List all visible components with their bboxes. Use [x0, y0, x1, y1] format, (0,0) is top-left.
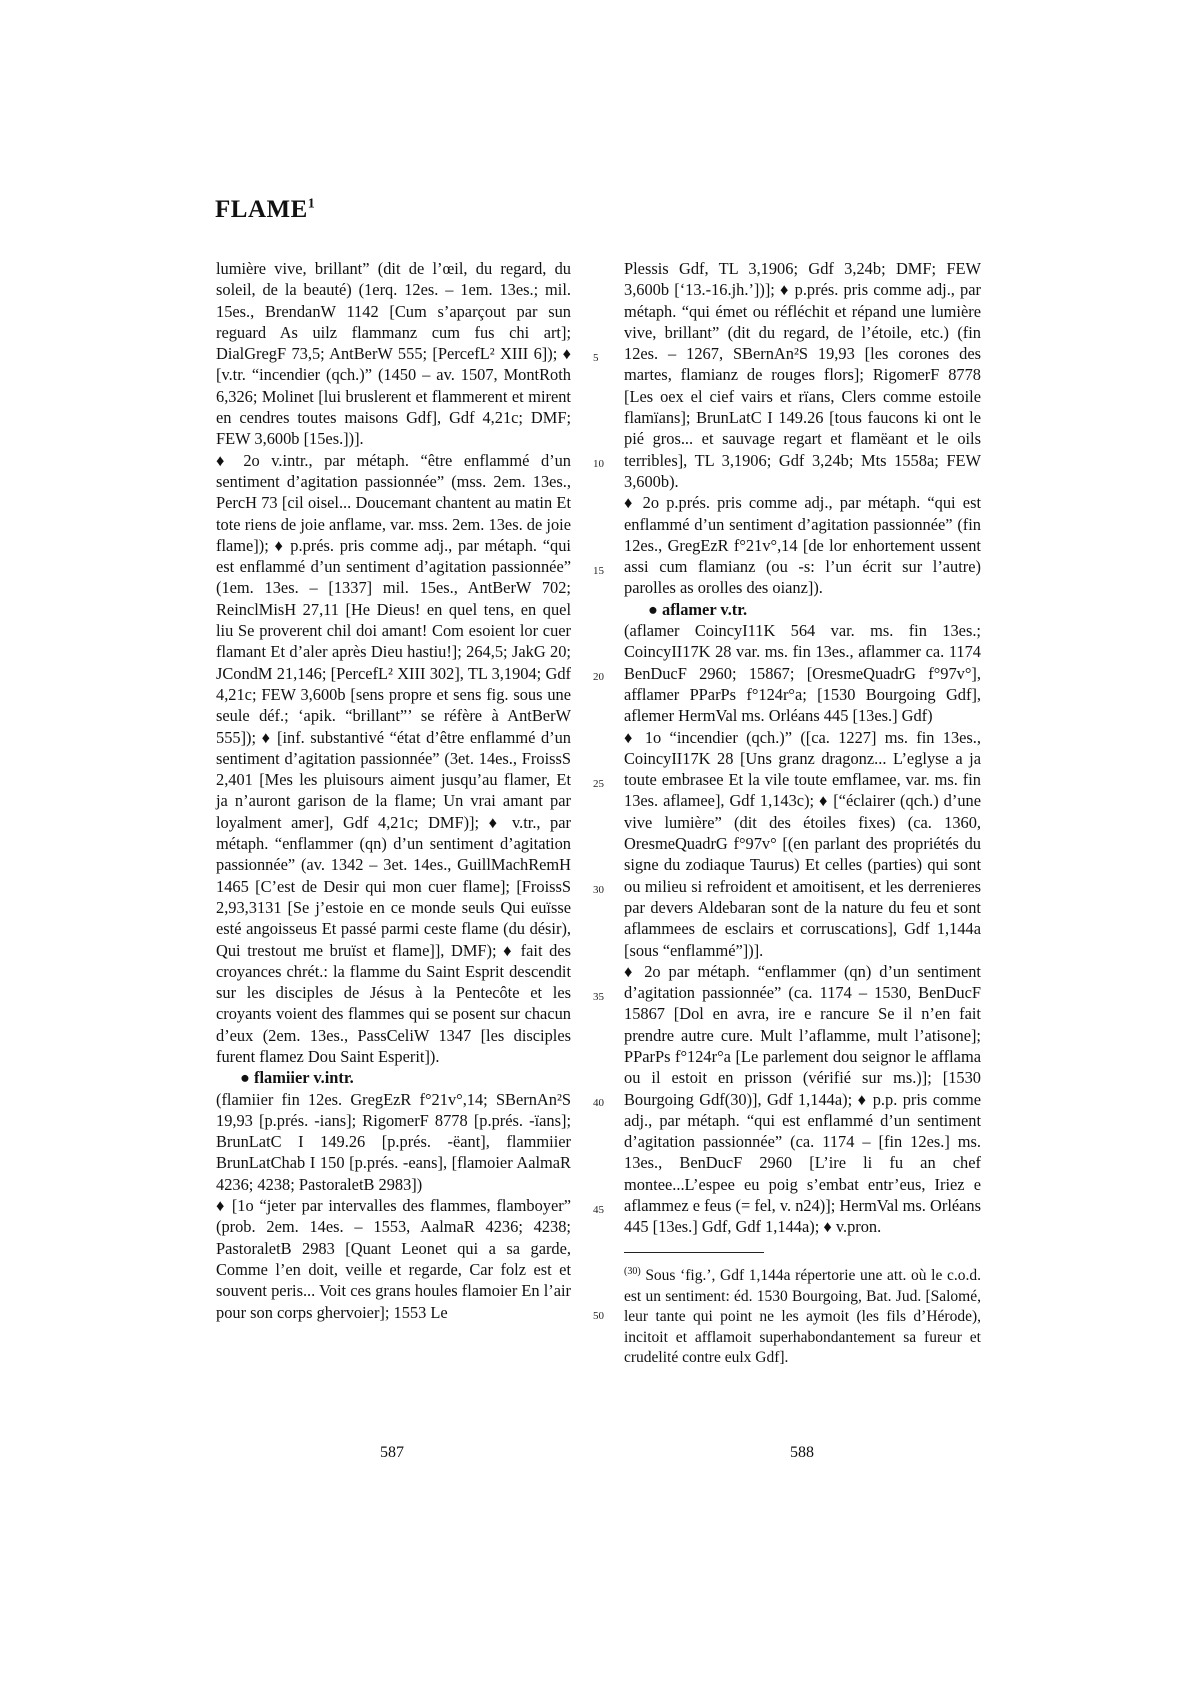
footnote-rule [624, 1252, 764, 1253]
left-column [216, 258, 571, 1323]
left-subentry-heading: ● flamiier v.intr. [240, 1068, 354, 1088]
footnote-text: Sous ‘fig.’, Gdf 1,144a répertorie une att. où le c.o.d. est un sentiment: éd. 1530 Bourgoing, Bat. Jud. [Salomé, leur tante qui point ne les aymoit (les fils d’Hérode), incitoit et afflamoit superhabondantement sa fureur et crudelité contre eulx Gdf]. [624, 1267, 981, 1367]
right-column [624, 258, 981, 1238]
right-para-3: (aflamer CoincyI11K 564 var. ms. fin 13es.; CoincyII17K 28 var. ms. fin 13es., aflammer ca. 1174 BenDucF 2960; 15867; [OresmeQuadrG f°97v°], afflamer PParPs f°124r°a; [1530 Bourgoing Gdf], aflemer HermVal ms. Orléans 445 [13es.] Gdf) [624, 621, 981, 726]
line-number: 5 [593, 352, 599, 364]
line-number: 30 [593, 884, 604, 896]
left-para-1: lumière vive, brillant” (dit de l’œil, du regard, du soleil, de la beauté) (1erq. 12es. – 1em. 13es.; mil. 15es., BrendanW 1142 [Cum s’aparçout par sun reguard As uilz flammanz cum fus chi art]; DialGregF 73,5; AntBerW 555; [PercefL² XIII 6]); ♦ [v.tr. “incendier (qch.)” (1450 – av. 1507, MontRoth 6,326; Molinet [lui bruslerent et flammerent et mirent en cendres toutes maisons Gdf], Gdf 4,21c; DMF; FEW 3,600b [15es.])]. [216, 259, 571, 449]
line-number: 25 [593, 778, 604, 790]
entry-title: FLAME [215, 196, 308, 223]
line-number: 50 [593, 1310, 604, 1322]
line-number: 35 [593, 991, 604, 1003]
right-para-5: ♦ 2o par métaph. “enflammer (qn) d’un sentiment d’agitation passionnée” (ca. 1174 – 1530, BenDucF 15867 [Dol en avra, ire e rancure Se il n’en fait prendre autre cure. Mult l’aflamme, mult l’atisone]; PParPs f°124r°a [Le parlement dou seignor le afflama ou il estoit en prisson (vérifié sur ms.)]; [1530 Bourgoing Gdf(30)], Gdf 1,144a); ♦ p.p. pris comme adj., par métaph. “qui est enflammé d’un sentiment d’agitation passionnée” (ca. 1174 – [fin 12es.] ms. 13es., BenDucF 2960 [L’ire li fu an chef montee...L’espee eu poig s’embat entr’eus, Iriez e aflammez e feus (= fel, v. n24)]; HermVal ms. Orléans 445 [13es.] Gdf, Gdf 1,144a); ♦ v.pron. [624, 961, 981, 1237]
line-number: 45 [593, 1204, 604, 1216]
right-para-4: ♦ 1o “incendier (qch.)” ([ca. 1227] ms. fin 13es., CoincyII17K 28 [Uns granz dragonz... L’eglyse a ja toute embrasee Et la vile toute emflamee, var. ms. fin 13es. aflamee], Gdf 1,143c); ♦ [“éclairer (qch.) d’une vive lumière” (dit des étoiles fixes) (ca. 1360, OresmeQuadrG f°97v° [(en parlant des propriétés du signe du zodiaque Taurus) Et celles (parties) qui sont ou milieu si refroident et amoitisent, et les derrenieres par devers Aldebaran sont de la nature du feu et sont aflammees de esclairs et corruscations], Gdf 1,144a [sous “enflammé”])]. [624, 727, 981, 960]
right-subentry-heading: ● aflamer v.tr. [648, 599, 748, 619]
line-number: 15 [593, 565, 604, 577]
page-number-left: 587 [380, 1444, 404, 1461]
page-header [215, 196, 315, 224]
left-para-3: (flamiier fin 12es. GregEzR f°21v°,14; SBernAn²S 19,93 [p.prés. -ians]; RigomerF 8778 [p.prés. -ïans]; BrunLatC I 149.26 [p.prés. -ëant], flammiier BrunLatChab I 150 [p.prés. -eans], [flamoier AalmaR 4236; 4238; PastoraletB 2983]) [216, 1089, 571, 1194]
left-para-2: ♦ 2o v.intr., par métaph. “être enflammé d’un sentiment d’agitation passionnée” (mss. 2em. 13es., PercH 73 [cil oisel... Doucemant chantent au matin Et tote riens de joie anflame, var. mss. 2em. 13es. de joie flame]); ♦ p.prés. pris comme adj., par métaph. “qui est enflammé d’un sentiment d’agitation passionnée” (1em. 13es. – [1337] mil. 15es., AntBerW 702; ReinclMisH 27,11 [He Dieus! en quel tens, en quel liu Se proverent chil doi amant! Com esoient lor cuer flamant Et d’aler après Dieu hastiu!]; 264,5; JakG 20; JCondM 21,146; [PercefL² XIII 302], TL 3,1904; Gdf 4,21c; FEW 3,600b [sens propre et sens fig. sous une seule déf.; ‘apik. “brillant”’ se réfère à AntBerW 555]); ♦ [inf. substantivé “état d’être enflammé d’un sentiment d’agitation passionnée” (3et. 14es., FroissS 2,401 [Mes les pluisours aiment jusqu’au flamer, Et ja n’auront garison de la flame; Un vrai amant par loyalment amer], Gdf 4,21c; DMF)]; ♦ v.tr., par métaph. “enflammer (qn) d’un sentiment d’agitation passionnée” (av. 1342 – 3et. 14es., GuillMachRemH 1465 [C’est de Desir qui mon cuer flame]; [FroissS 2,93,3131 [Se j’estoie en ce monde seuls Qui euïsse esté angoisseus Et passé parmi ceste flame (du désir), Qui trestout me bruïst et flame]], DMF); ♦ fait des croyances chrét.: la flamme du Saint Esprit descendit sur les disciples de Jésus à la Pentecôte et les croyants voient des flammes qui se posent sur chacun d’eux (2em. 13es., PassCeliW 1347 [les disciples furent flamez Dou Saint Esperit]). [216, 450, 571, 1066]
line-number: 10 [593, 458, 604, 470]
line-number: 20 [593, 671, 604, 683]
right-para-1: Plessis Gdf, TL 3,1906; Gdf 3,24b; DMF; FEW 3,600b [‘13.-16.jh.’])]; ♦ p.prés. pris comme adj., par métaph. “qui émet ou réfléchit et répand une lumière vive, brillant” (dit du regard, de l’étoile, etc.) (fin 12es. – 1267, SBernAn²S 19,93 [les corones des martes, flamianz de rouges flors]; RigomerF 8778 [Les oex el cief vairs et rïans, Clers comme estoile flamïans]; BrunLatC I 149.26 [tous faucons ki ont le pié gros... et sauvage regart et flamëant et le oils terribles], TL 3,1906; Gdf 3,24b; Mts 1558a; FEW 3,600b). [624, 259, 981, 491]
right-para-2: ♦ 2o p.prés. pris comme adj., par métaph. “qui est enflammé d’un sentiment d’agitation passionnée” (fin 12es., GregEzR f°21v°,14 [de lor enhortement ussent assi cum flamianz (ou -s: l’un écrit sur l’autre) parolles as orolles des oianz]). [624, 493, 981, 598]
left-para-4: ♦ [1o “jeter par intervalles des flammes, flamboyer” (prob. 2em. 14es. – 1553, AalmaR 4236; 4238; PastoraletB 2983 [Quant Leonet qui a sa garde, Comme l’en doit, veille et regarde, Car folz est et souvent peris... Voit ces grans houles flamoier En l’air pour son corps ghervoier]; 1553 Le [216, 1196, 571, 1322]
footnote-mark: (30) [624, 1266, 641, 1277]
entry-title-superscript: 1 [307, 196, 316, 212]
page-number-right: 588 [790, 1444, 814, 1461]
footnote [624, 1262, 981, 1369]
line-number: 40 [593, 1097, 604, 1109]
